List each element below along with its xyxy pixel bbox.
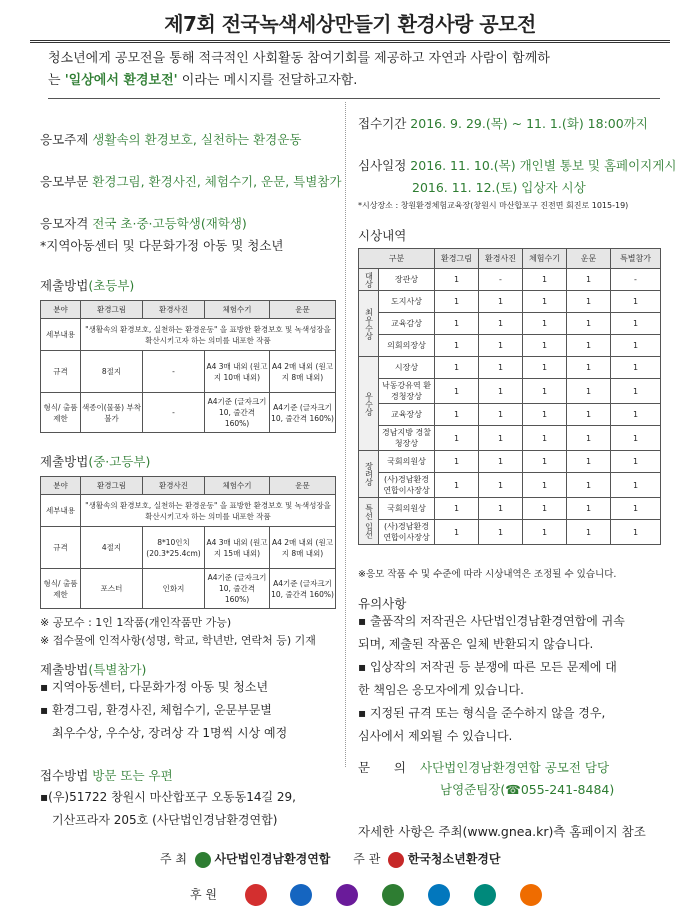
award-count: 1 bbox=[567, 379, 611, 404]
table-header: 구분 bbox=[359, 249, 435, 269]
award-name: 장관상 bbox=[379, 269, 435, 291]
award-count: 1 bbox=[567, 269, 611, 291]
table-cell: 포스터 bbox=[81, 569, 143, 609]
award-count: 1 bbox=[435, 291, 479, 313]
award-count: - bbox=[479, 269, 523, 291]
table-cell: A4 2매 내외 (원고지 8매 내외) bbox=[270, 527, 336, 569]
table-row bbox=[359, 291, 661, 313]
award-count: 1 bbox=[611, 357, 661, 379]
table-cell: 세부내용 bbox=[41, 319, 81, 351]
table-cell: "생활속의 환경보호, 실천하는 환경운동" 을 표방한 환경보호 및 녹색성장을 확산시키고자 하는 의미를 내포한 작품 bbox=[81, 319, 336, 351]
award-count: 1 bbox=[435, 313, 479, 335]
table-row bbox=[359, 451, 661, 473]
judge-line1: 2016. 11. 10.(목) 개인별 통보 및 홈페이지게시 bbox=[410, 158, 677, 173]
award-count: 1 bbox=[611, 520, 661, 545]
qual-note: *지역아동센터 및 다문화가정 아동 및 청소년 bbox=[40, 238, 284, 253]
award-count: 1 bbox=[479, 335, 523, 357]
address-block bbox=[40, 786, 296, 832]
award-count: 1 bbox=[567, 404, 611, 426]
awards-label: 시상내역 bbox=[358, 228, 407, 243]
awards-note: ※응모 작품 수 및 수준에 따라 시상내역은 조정될 수 있습니다. bbox=[358, 569, 617, 580]
table-cell: 세부내용 bbox=[41, 495, 81, 527]
award-count: 1 bbox=[523, 313, 567, 335]
list-item: ▪ 환경그림, 환경사진, 체험수기, 운문부문별 bbox=[40, 703, 272, 717]
receipt-value: 방문 또는 우편 bbox=[92, 768, 173, 783]
table-row bbox=[359, 357, 661, 379]
mid-method-table bbox=[40, 476, 336, 609]
judge-row bbox=[358, 156, 676, 174]
theme-label: 응모주제 bbox=[40, 132, 89, 147]
awards-table bbox=[358, 248, 661, 545]
sponsor-logo-icon bbox=[428, 884, 450, 906]
award-count: 1 bbox=[435, 404, 479, 426]
award-count: 1 bbox=[435, 473, 479, 498]
award-count: 1 bbox=[479, 451, 523, 473]
award-count: 1 bbox=[523, 404, 567, 426]
method-elem-heading bbox=[40, 276, 134, 294]
table-header: 환경그림 bbox=[435, 249, 479, 269]
table-row bbox=[359, 426, 661, 451]
intro-divider bbox=[48, 98, 660, 99]
table-cell: 8절지 bbox=[81, 351, 143, 393]
sponsor-logo-icon bbox=[245, 884, 267, 906]
award-count: 1 bbox=[479, 473, 523, 498]
table-header: 환경그림 bbox=[81, 301, 143, 319]
award-count: 1 bbox=[523, 520, 567, 545]
category-value: 환경그림, 환경사진, 체험수기, 운문, 특별참가 bbox=[92, 174, 342, 189]
column-divider bbox=[345, 102, 346, 767]
qual-value: 전국 초·중·고등학생(재학생) bbox=[92, 216, 247, 231]
award-category: 우수상 bbox=[359, 357, 379, 451]
venue-note: *시상장소 : 창원환경체험교육장(창원시 마산합포구 진전면 회진로 1015-19) bbox=[358, 201, 629, 210]
award-name: 도지사상 bbox=[379, 291, 435, 313]
table-cell: 형식/ 출품제한 bbox=[41, 569, 81, 609]
list-item: ▪ 지정된 규격 또는 형식을 준수하지 않을 경우, bbox=[358, 706, 606, 720]
award-count: 1 bbox=[435, 426, 479, 451]
table-header: 분야 bbox=[41, 301, 81, 319]
period-row bbox=[358, 114, 648, 132]
intro-line2-pre: 는 bbox=[48, 73, 65, 88]
list-item: ▪ 입상작의 저작권 등 분쟁에 따른 모든 문제에 대 bbox=[358, 660, 617, 674]
table-cell: A4 3매 내외 (원고지 10매 내외) bbox=[205, 351, 270, 393]
table-row bbox=[359, 473, 661, 498]
table-cell: A4 2매 내외 (원고지 8매 내외) bbox=[270, 351, 336, 393]
method-mid-heading bbox=[40, 452, 150, 470]
address-line2: 기산프라자 205호 (사단법인경남환경연합) bbox=[52, 813, 278, 827]
qualification-row bbox=[40, 214, 247, 232]
list-item: 최우수상, 우수상, 장려상 각 1명씩 시상 예정 bbox=[52, 726, 288, 740]
award-count: 1 bbox=[479, 426, 523, 451]
sponsor-logo-icon bbox=[290, 884, 312, 906]
table-row bbox=[359, 498, 661, 520]
host-logo-icon bbox=[195, 852, 211, 868]
judge-label: 심사일정 bbox=[358, 158, 407, 173]
org-name: 한국청소년환경단 bbox=[407, 852, 501, 866]
award-category: 대상 bbox=[359, 269, 379, 291]
table-cell: 형식/ 출품제한 bbox=[41, 393, 81, 433]
award-count: 1 bbox=[479, 498, 523, 520]
award-count: 1 bbox=[567, 520, 611, 545]
intro-text bbox=[48, 48, 658, 92]
award-name: 교육장상 bbox=[379, 404, 435, 426]
method-elem-label: 제출방법 bbox=[40, 278, 89, 293]
caution-label: 유의사항 bbox=[358, 596, 407, 611]
table-header: 운문 bbox=[567, 249, 611, 269]
award-count: 1 bbox=[479, 520, 523, 545]
table-header: 체험수기 bbox=[523, 249, 567, 269]
address-line1: ▪(우)51722 창원시 마산합포구 오동동14길 29, bbox=[40, 790, 296, 804]
table-cell: 8*10인치 (20.3*25.4cm) bbox=[143, 527, 205, 569]
award-count: 1 bbox=[523, 379, 567, 404]
award-count: - bbox=[611, 269, 661, 291]
table-header: 체험수기 bbox=[205, 477, 270, 495]
sponsor-logo-icon bbox=[474, 884, 496, 906]
category-row bbox=[40, 172, 341, 190]
award-count: 1 bbox=[567, 313, 611, 335]
contact-org: 사단법인경남환경연합 공모전 담당 bbox=[420, 760, 610, 775]
list-item: 한 책임은 응모자에게 있습니다. bbox=[358, 683, 524, 697]
award-count: 1 bbox=[523, 291, 567, 313]
host-label: 주 최 bbox=[160, 852, 187, 866]
award-count: 1 bbox=[479, 404, 523, 426]
period-value: 2016. 9. 29.(목) ~ 11. 1.(화) 18:00까지 bbox=[410, 116, 648, 131]
award-count: 1 bbox=[611, 404, 661, 426]
table-cell: 인화지 bbox=[143, 569, 205, 609]
table-row bbox=[359, 269, 661, 291]
table-cell: 색종이(물품) 부착불가 bbox=[81, 393, 143, 433]
award-count: 1 bbox=[611, 379, 661, 404]
elem-method-table bbox=[40, 300, 336, 433]
award-name: (사)경남환경 연합이사장상 bbox=[379, 473, 435, 498]
award-count: 1 bbox=[567, 291, 611, 313]
list-item: ▪ 지역아동센터, 다문화가정 아동 및 청소년 bbox=[40, 680, 269, 694]
footer-host-row bbox=[160, 850, 501, 868]
award-count: 1 bbox=[435, 357, 479, 379]
org-logo-icon bbox=[388, 852, 404, 868]
award-count: 1 bbox=[523, 473, 567, 498]
award-count: 1 bbox=[611, 473, 661, 498]
award-count: 1 bbox=[523, 426, 567, 451]
award-name: 국회의원상 bbox=[379, 498, 435, 520]
receipt-heading bbox=[40, 766, 173, 784]
intro-highlight: '일상에서 환경보전' bbox=[64, 73, 178, 88]
judge-line2: 2016. 11. 12.(토) 입상자 시상 bbox=[412, 180, 586, 195]
award-category: 특선 입선 bbox=[359, 498, 379, 545]
table-cell: A4기준 (글자크기 10, 줄간격 160%) bbox=[205, 569, 270, 609]
award-name: 의회의장상 bbox=[379, 335, 435, 357]
award-count: 1 bbox=[435, 379, 479, 404]
table-cell: A4 3매 내외 (원고지 15매 내외) bbox=[205, 527, 270, 569]
award-count: 1 bbox=[523, 269, 567, 291]
award-count: 1 bbox=[523, 498, 567, 520]
contact-person: 남영준팀장(☎055-241-8484) bbox=[440, 782, 615, 797]
sponsor-logo-icon bbox=[520, 884, 542, 906]
award-count: 1 bbox=[567, 426, 611, 451]
theme-row bbox=[40, 130, 301, 148]
intro-line2-post: 이라는 메시지를 전달하고자함. bbox=[177, 73, 358, 88]
table-cell: - bbox=[143, 393, 205, 433]
intro-line1: 청소년에게 공모전을 통해 적극적인 사회활동 참여기회를 제공하고 자연과 사람이 함께하 bbox=[48, 51, 550, 66]
table-row bbox=[359, 313, 661, 335]
category-label: 응모부문 bbox=[40, 174, 89, 189]
award-count: 1 bbox=[567, 335, 611, 357]
award-count: 1 bbox=[611, 498, 661, 520]
award-count: 1 bbox=[435, 520, 479, 545]
table-header: 체험수기 bbox=[205, 301, 270, 319]
special-list bbox=[40, 676, 287, 745]
award-name: (사)경남환경 연합이사장상 bbox=[379, 520, 435, 545]
table-cell: 규격 bbox=[41, 527, 81, 569]
award-category: 장려상 bbox=[359, 451, 379, 498]
note-quantity: ※ 공모수 : 1인 1작품(개인작품만 가능) bbox=[40, 616, 232, 629]
list-item: ▪ 출품작의 저작권은 사단법인경남환경연합에 귀속 bbox=[358, 614, 625, 628]
table-row bbox=[359, 335, 661, 357]
table-header: 특별참가 bbox=[611, 249, 661, 269]
award-count: 1 bbox=[479, 291, 523, 313]
award-count: 1 bbox=[435, 451, 479, 473]
table-cell: A4기준 (글자크기 10, 줄간격 160%) bbox=[270, 569, 336, 609]
table-row bbox=[359, 520, 661, 545]
award-category: 최우수상 bbox=[359, 291, 379, 357]
method-mid-label: 제출방법 bbox=[40, 454, 89, 469]
award-count: 1 bbox=[567, 498, 611, 520]
period-label: 접수기간 bbox=[358, 116, 407, 131]
theme-value: 생활속의 환경보호, 실천하는 환경운동 bbox=[92, 132, 302, 147]
list-item: 되며, 제출된 작품은 일체 반환되지 않습니다. bbox=[358, 637, 594, 651]
table-header: 환경사진 bbox=[143, 301, 205, 319]
method-special-sub: (특별참가) bbox=[88, 662, 147, 677]
page-title: 제7회 전국녹색세상만들기 환경사랑 공모전 bbox=[164, 12, 536, 36]
table-cell: "생활속의 환경보호, 실천하는 환경운동" 을 표방한 환경보호 및 녹색성장을 확산시키고자 하는 의미를 내포한 작품 bbox=[81, 495, 336, 527]
note-personal-info: ※ 접수물에 인적사항(성명, 학교, 학년반, 연락처 등) 기재 bbox=[40, 634, 316, 647]
award-count: 1 bbox=[611, 335, 661, 357]
sponsor-logo-icon bbox=[382, 884, 404, 906]
award-count: 1 bbox=[567, 473, 611, 498]
table-header: 환경그림 bbox=[81, 477, 143, 495]
table-header: 운문 bbox=[270, 301, 336, 319]
award-count: 1 bbox=[523, 451, 567, 473]
sponsor-label: 후 원 bbox=[190, 887, 217, 902]
award-count: 1 bbox=[435, 335, 479, 357]
award-count: 1 bbox=[479, 313, 523, 335]
method-elem-sub: (초등부) bbox=[88, 278, 135, 293]
caution-list bbox=[358, 610, 663, 748]
table-header: 환경사진 bbox=[143, 477, 205, 495]
receipt-label: 접수방법 bbox=[40, 768, 89, 783]
method-mid-sub: (중·고등부) bbox=[88, 454, 151, 469]
award-count: 1 bbox=[611, 426, 661, 451]
sponsor-logo-icon bbox=[336, 884, 358, 906]
table-header: 분야 bbox=[41, 477, 81, 495]
award-count: 1 bbox=[611, 451, 661, 473]
org-label: 주 관 bbox=[353, 852, 381, 866]
footer-sponsor-row bbox=[190, 884, 552, 906]
table-cell: 4절지 bbox=[81, 527, 143, 569]
award-name: 교육감상 bbox=[379, 313, 435, 335]
award-name: 시장상 bbox=[379, 357, 435, 379]
list-item: 심사에서 제외될 수 있습니다. bbox=[358, 729, 513, 743]
award-name: 경남지방 경찰청장상 bbox=[379, 426, 435, 451]
more-info: 자세한 사항은 주최(www.gnea.kr)측 홈페이지 참조 bbox=[358, 824, 646, 839]
award-name: 국회의원상 bbox=[379, 451, 435, 473]
award-count: 1 bbox=[567, 451, 611, 473]
award-count: 1 bbox=[611, 313, 661, 335]
award-count: 1 bbox=[479, 379, 523, 404]
table-cell: A4기준 (글자크기 10, 줄간격 160%) bbox=[270, 393, 336, 433]
table-row bbox=[359, 379, 661, 404]
award-count: 1 bbox=[567, 357, 611, 379]
award-count: 1 bbox=[435, 498, 479, 520]
award-count: 1 bbox=[435, 269, 479, 291]
table-row bbox=[359, 404, 661, 426]
table-cell: - bbox=[143, 351, 205, 393]
qual-label: 응모자격 bbox=[40, 216, 89, 231]
award-count: 1 bbox=[611, 291, 661, 313]
award-count: 1 bbox=[479, 357, 523, 379]
table-cell: A4기준 (글자크기 10, 줄간격 160%) bbox=[205, 393, 270, 433]
table-header: 환경사진 bbox=[479, 249, 523, 269]
contact-label: 문 의 bbox=[358, 760, 406, 775]
host-name: 사단법인경남환경연합 bbox=[214, 852, 331, 866]
table-header: 운문 bbox=[270, 477, 336, 495]
table-cell: 규격 bbox=[41, 351, 81, 393]
title-divider bbox=[30, 40, 670, 43]
method-special-label: 제출방법 bbox=[40, 662, 89, 677]
award-count: 1 bbox=[523, 335, 567, 357]
award-name: 낙동강유역 환경청장상 bbox=[379, 379, 435, 404]
award-count: 1 bbox=[523, 357, 567, 379]
